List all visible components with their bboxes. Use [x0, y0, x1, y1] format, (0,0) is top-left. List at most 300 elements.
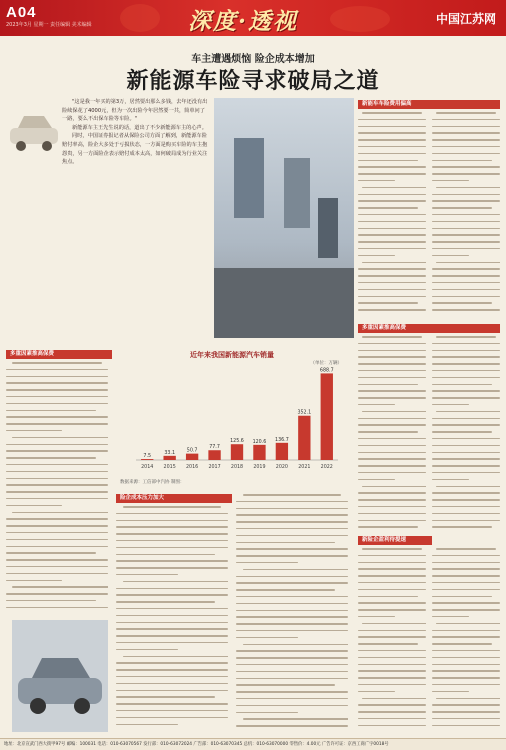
- text-line: [432, 214, 500, 216]
- text-line: [432, 452, 500, 454]
- text-line: [6, 573, 108, 575]
- text-line: [236, 630, 348, 632]
- text-line: [358, 575, 426, 577]
- text-line: [358, 390, 426, 392]
- text-line: [432, 173, 500, 175]
- text-line: [358, 520, 426, 522]
- x-tick-label: 2020: [275, 465, 288, 470]
- text-line: [236, 705, 348, 707]
- chart-bar: [321, 373, 333, 460]
- chart-unit: （单位：万辆）: [310, 361, 342, 366]
- text-line: [432, 438, 500, 440]
- text-line: [432, 479, 469, 481]
- text-line: [432, 343, 500, 345]
- text-line: [12, 437, 108, 439]
- text-line: [236, 650, 348, 652]
- text-line: [432, 596, 492, 598]
- text-line: [236, 514, 348, 516]
- text-line: [432, 153, 500, 155]
- text-line: [358, 630, 426, 632]
- text-line: [358, 704, 426, 706]
- text-line: [116, 669, 228, 671]
- bar-value-label: 50.7: [186, 448, 198, 454]
- text-line: [358, 356, 426, 358]
- text-line: [362, 262, 426, 264]
- text-line: [358, 725, 426, 727]
- text-line: [358, 677, 426, 679]
- text-line: [236, 657, 348, 659]
- text-line: [432, 677, 500, 679]
- section-heading: 多重因素推高保费: [6, 350, 112, 359]
- text-line: [116, 554, 215, 556]
- x-tick-label: 2021: [298, 465, 311, 470]
- text-line: [116, 710, 228, 712]
- article-title: 新能源车险寻求破局之道: [126, 69, 380, 94]
- text-line: [236, 555, 348, 557]
- text-line: [358, 506, 426, 508]
- text-line: [116, 608, 228, 610]
- text-line: [116, 717, 228, 719]
- text-line: [358, 404, 395, 406]
- text-line: [432, 513, 500, 515]
- text-line: [236, 542, 335, 544]
- text-line: [432, 431, 492, 433]
- text-line: [358, 452, 426, 454]
- text-line: [358, 221, 426, 223]
- text-line: [236, 671, 348, 673]
- text-line: [116, 526, 228, 528]
- decorative-swirl-icon: [330, 6, 390, 32]
- article-column: [116, 506, 228, 734]
- text-line: [358, 363, 426, 365]
- text-line: [6, 369, 108, 371]
- text-line: [358, 526, 418, 528]
- text-line: [358, 609, 426, 611]
- text-line: [6, 607, 108, 609]
- text-line: [358, 636, 426, 638]
- x-tick-label: 2019: [253, 465, 266, 470]
- article-column: [432, 336, 500, 534]
- text-line: [116, 622, 228, 624]
- text-line: [432, 119, 500, 121]
- text-line: [358, 438, 426, 440]
- text-line: [432, 602, 500, 604]
- text-line: [436, 187, 500, 189]
- text-line: [116, 676, 228, 678]
- text-line: [236, 678, 348, 680]
- text-line: [432, 711, 500, 713]
- section-heading: 新险企盈利待提速: [358, 536, 432, 545]
- text-line: [6, 505, 62, 507]
- text-line: [116, 642, 228, 644]
- article-column: [6, 362, 108, 614]
- text-line: [6, 403, 108, 405]
- text-line: [432, 704, 500, 706]
- text-line: [358, 589, 426, 591]
- text-line: [358, 582, 426, 584]
- text-line: [432, 275, 500, 277]
- section-heading: 险企成本压力加大: [116, 494, 232, 503]
- text-line: [236, 535, 348, 537]
- text-line: [358, 596, 418, 598]
- text-line: [432, 562, 500, 564]
- text-line: [6, 471, 108, 473]
- text-line: [358, 397, 426, 399]
- text-line: [358, 282, 426, 284]
- text-line: [236, 582, 348, 584]
- text-line: [236, 562, 298, 564]
- text-line: [358, 153, 426, 155]
- text-line: [116, 540, 228, 542]
- text-line: [6, 382, 108, 384]
- text-line: [358, 684, 426, 686]
- text-line: [432, 132, 500, 134]
- text-line: [358, 180, 395, 182]
- text-line: [116, 601, 215, 603]
- text-line: [6, 410, 96, 412]
- text-line: [243, 644, 348, 646]
- text-line: [6, 389, 108, 391]
- text-line: [432, 582, 500, 584]
- text-line: [236, 501, 348, 503]
- text-line: [6, 376, 108, 378]
- text-line: [358, 458, 426, 460]
- text-line: [436, 548, 496, 550]
- text-line: [358, 255, 395, 257]
- article-column: [358, 548, 426, 734]
- text-line: [6, 491, 108, 493]
- text-line: [6, 593, 108, 595]
- text-line: [12, 362, 102, 364]
- text-line: [432, 309, 500, 311]
- text-line: [358, 711, 426, 713]
- x-tick-label: 2018: [230, 465, 244, 470]
- text-line: [362, 112, 422, 114]
- text-line: [432, 506, 500, 508]
- text-line: [236, 616, 348, 618]
- text-line: [116, 574, 178, 576]
- text-line: [358, 214, 426, 216]
- text-line: [243, 569, 348, 571]
- charging-station-photo: [214, 98, 354, 338]
- bar-value-label: 33.1: [164, 450, 176, 456]
- text-line: [116, 649, 178, 651]
- bar-value-label: 77.7: [209, 445, 220, 451]
- text-line: [432, 126, 500, 128]
- text-line: [358, 555, 426, 557]
- text-line: [6, 444, 108, 446]
- text-line: [358, 562, 426, 564]
- text-line: [436, 486, 500, 488]
- lead-paragraph: "这是我一年买的第3万，居然要出那么多钱，去年还没有出险续保花了4000元，但为一次出险今年居然要一共，简单问了一路，要么不出保车险等车险。": [62, 99, 208, 123]
- text-line: [116, 690, 228, 692]
- ev-sales-chart: [116, 348, 348, 488]
- text-line: [358, 643, 418, 645]
- text-line: [6, 600, 96, 602]
- text-line: [236, 664, 348, 666]
- lead-paragraph: 新能源车主王先生说的话，道出了不少新能源车主的心声。: [72, 124, 207, 131]
- text-line: [358, 200, 426, 202]
- bar-value-label: 125.6: [230, 439, 244, 445]
- text-line: [436, 623, 500, 625]
- text-line: [358, 384, 418, 386]
- text-line: [116, 588, 228, 590]
- text-line: [432, 194, 500, 196]
- text-line: [6, 464, 108, 466]
- text-line: [436, 411, 500, 413]
- article-column: [432, 548, 500, 734]
- text-line: [243, 494, 342, 496]
- text-line: [116, 520, 228, 522]
- brand-name: 中国江苏网: [435, 12, 496, 26]
- text-line: [432, 296, 500, 298]
- text-line: [358, 602, 426, 604]
- text-line: [432, 492, 500, 494]
- article-column: [236, 494, 348, 734]
- text-line: [116, 662, 228, 664]
- text-line: [116, 560, 228, 562]
- text-line: [436, 262, 500, 264]
- bar-value-label: 136.7: [275, 437, 289, 443]
- text-line: [236, 698, 348, 700]
- chart-bar: [276, 443, 288, 460]
- article-column: [432, 112, 500, 322]
- text-line: [358, 664, 426, 666]
- car-icon: [6, 102, 62, 162]
- text-line: [432, 458, 500, 460]
- text-line: [243, 718, 348, 720]
- text-line: [236, 596, 348, 598]
- text-line: [358, 650, 426, 652]
- text-line: [358, 616, 395, 618]
- text-line: [358, 119, 426, 121]
- text-line: [6, 498, 108, 500]
- text-line: [436, 112, 496, 114]
- text-line: [6, 430, 62, 432]
- text-line: [432, 472, 500, 474]
- text-line: [6, 566, 108, 568]
- text-line: [236, 603, 348, 605]
- text-line: [358, 309, 426, 311]
- text-line: [358, 160, 418, 162]
- text-line: [358, 657, 426, 659]
- text-line: [358, 234, 426, 236]
- text-line: [432, 636, 500, 638]
- article-column: [358, 112, 426, 322]
- text-line: [358, 139, 426, 141]
- text-line: [436, 336, 496, 338]
- text-line: [432, 384, 492, 386]
- chart-bar: [186, 454, 198, 460]
- text-line: [116, 594, 228, 596]
- text-line: [432, 616, 469, 618]
- text-line: [432, 363, 500, 365]
- text-line: [358, 370, 426, 372]
- chart-source: 数据来源：工信部中汽协 制图：: [120, 480, 185, 485]
- text-line: [358, 568, 426, 570]
- section-title: 深度·透视: [188, 8, 299, 35]
- text-line: [116, 696, 215, 698]
- text-line: [362, 486, 426, 488]
- text-line: [6, 532, 108, 534]
- text-line: [436, 698, 500, 700]
- text-line: [358, 472, 426, 474]
- bar-value-label: 352.1: [297, 410, 312, 416]
- text-line: [432, 555, 500, 557]
- text-line: [116, 628, 228, 630]
- chart-bar: [231, 444, 243, 460]
- text-line: [432, 377, 500, 379]
- text-line: [12, 586, 108, 588]
- text-line: [432, 465, 500, 467]
- text-line: [358, 445, 426, 447]
- text-line: [358, 424, 426, 426]
- text-line: [123, 506, 222, 508]
- text-line: [358, 166, 426, 168]
- text-line: [358, 377, 426, 379]
- text-line: [432, 664, 500, 666]
- text-line: [6, 580, 62, 582]
- issue-meta: 2023年3月 星期一 责任编辑 美术编辑: [6, 22, 92, 28]
- text-line: [432, 228, 500, 230]
- text-line: [358, 228, 426, 230]
- text-line: [432, 370, 500, 372]
- text-line: [432, 356, 500, 358]
- bar-value-label: 7.5: [143, 454, 152, 460]
- text-line: [432, 282, 500, 284]
- text-line: [432, 418, 500, 420]
- text-line: [358, 499, 426, 501]
- text-line: [116, 635, 228, 637]
- text-line: [432, 684, 500, 686]
- text-line: [6, 518, 108, 520]
- text-line: [6, 478, 108, 480]
- text-line: [116, 683, 228, 685]
- text-line: [432, 248, 500, 250]
- text-line: [236, 684, 335, 686]
- text-line: [432, 207, 492, 209]
- text-line: [358, 268, 426, 270]
- text-line: [432, 200, 500, 202]
- text-line: [358, 431, 418, 433]
- text-line: [432, 146, 500, 148]
- text-line: [236, 623, 348, 625]
- footer-info: 地址：北京宣武门西大街甲97号 邮编：100031 电话：010-63070567 发行部：010-63072024 广告部：010-63070345 总机：010-63070000 零售价：4.00元 广告许可证：京西工商广字0018号: [0, 738, 506, 750]
- text-line: [432, 397, 500, 399]
- text-line: [432, 526, 492, 528]
- text-line: [432, 268, 500, 270]
- text-line: [358, 126, 426, 128]
- text-line: [432, 390, 500, 392]
- text-line: [432, 234, 500, 236]
- text-line: [432, 691, 469, 693]
- x-tick-label: 2014: [141, 465, 154, 470]
- text-line: [432, 289, 500, 291]
- text-line: [432, 520, 500, 522]
- text-line: [358, 350, 426, 352]
- bar-value-label: 120.6: [252, 439, 267, 445]
- text-line: [6, 423, 108, 425]
- text-line: [358, 670, 426, 672]
- text-line: [432, 589, 500, 591]
- text-line: [116, 533, 228, 535]
- text-line: [116, 567, 228, 569]
- text-line: [432, 139, 500, 141]
- text-line: [6, 457, 96, 459]
- text-line: [432, 643, 492, 645]
- text-line: [358, 132, 426, 134]
- text-line: [236, 521, 348, 523]
- text-line: [432, 404, 469, 406]
- text-line: [236, 589, 335, 591]
- text-line: [358, 492, 426, 494]
- text-line: [432, 657, 500, 659]
- text-line: [362, 623, 426, 625]
- text-line: [432, 499, 500, 501]
- text-line: [358, 465, 426, 467]
- text-line: [6, 416, 108, 418]
- car-photo: [12, 620, 108, 732]
- text-line: [432, 670, 500, 672]
- chart-bar: [298, 416, 310, 460]
- text-line: [362, 187, 426, 189]
- text-line: [358, 513, 426, 515]
- text-line: [358, 289, 426, 291]
- text-line: [358, 146, 426, 148]
- chart-bar: [208, 450, 220, 460]
- text-line: [432, 241, 500, 243]
- text-line: [432, 166, 500, 168]
- masthead: [0, 0, 506, 36]
- x-tick-label: 2016: [186, 465, 199, 470]
- text-line: [432, 630, 500, 632]
- chart-plot: [116, 366, 348, 476]
- text-line: [236, 637, 298, 639]
- text-line: [358, 275, 426, 277]
- decorative-swirl-icon: [120, 4, 160, 32]
- text-line: [362, 698, 426, 700]
- text-line: [236, 508, 348, 510]
- section-heading: 新能车车险费用偏高: [358, 100, 500, 109]
- text-line: [236, 691, 348, 693]
- article-subtitle: 车主遭遇烦恼 险企成本增加: [191, 54, 315, 65]
- text-line: [432, 255, 469, 257]
- text-line: [432, 221, 500, 223]
- text-line: [358, 418, 426, 420]
- text-line: [6, 525, 108, 527]
- text-line: [358, 479, 395, 481]
- text-line: [236, 548, 348, 550]
- text-line: [236, 610, 348, 612]
- text-line: [236, 528, 348, 530]
- text-line: [358, 691, 395, 693]
- text-line: [358, 207, 418, 209]
- text-line: [432, 575, 500, 577]
- x-tick-label: 2015: [163, 465, 176, 470]
- text-line: [116, 547, 228, 549]
- x-tick-label: 2017: [208, 465, 221, 470]
- text-line: [6, 559, 108, 561]
- text-line: [116, 615, 228, 617]
- text-line: [358, 302, 418, 304]
- text-line: [6, 484, 108, 486]
- text-line: [12, 512, 108, 514]
- text-line: [236, 725, 348, 727]
- text-line: [432, 650, 500, 652]
- text-line: [6, 552, 96, 554]
- text-line: [116, 724, 178, 726]
- text-line: [358, 194, 426, 196]
